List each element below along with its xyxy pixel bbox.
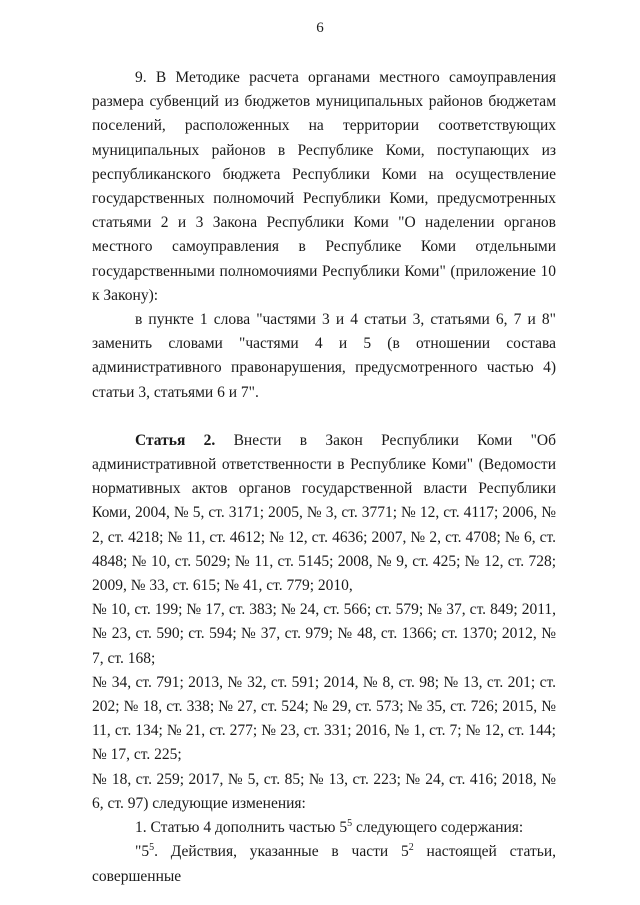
paragraph-gap [92, 405, 556, 429]
article-2-paragraph [92, 429, 556, 598]
point-1-paragraph [92, 816, 556, 840]
article-2-text: Внести в Закон Республики Коми "Об административной ответственности в Республике Коми" (Ведомости нормативных актов органов государственной власти Республики Коми, 2004, № 5, ст. 3171; 2005, № 3, ст. 3771; № 12, ст. 4117; 2006, № 2, ст. 4218; № 11, ст. 4612; № 12, ст. 4636; 2007, № 2, ст. 4708; № 6, ст. 4848; № 10, ст. 5029; № 11, ст. 5145; 2008, № 9, ст. 425; № 12, ст. 728; 2009, № 33, ст. 615; № 41, ст. 779; 2010, [92, 431, 557, 595]
item-9-subparagraph: в пункте 1 слова "частями 3 и 4 статьи 3, статьями 6, 7 и 8" заменить словами "частями 4 и 5 (в отношении состава административного правонарушения, предусмотренного частью 4) статьи 3, статьями 6 и 7". [92, 311, 556, 401]
quote-text: . Действия, указанные в части 5 [154, 843, 409, 861]
article-2-continuation-2: № 34, ст. 791; 2013, № 32, ст. 591; 2014, № 8, ст. 98; № 13, ст. 201; ст. 202; № 18, ст. 338; № 27, ст. 524; № 29, ст. 573; № 35, ст. 726; 2015, № 11, ст. 134; № 21, ст. 277; № 23, ст. 331; 2016, № 1, ст. 7; № 12, ст. 144; № 17, ст. 225; [92, 673, 556, 764]
page-number: 6 [316, 20, 324, 36]
article-2-continuation-3: № 18, ст. 259; 2017, № 5, ст. 85; № 13, ст. 223; № 24, ст. 416; 2018, № 6, ст. 97) следующие изменения: [92, 770, 556, 812]
article-2-continuation-1: № 10, ст. 199; № 17, ст. 383; № 24, ст. 566; ст. 579; № 37, ст. 849; 2011, № 23, ст. 590; ст. 594; № 37, ст. 979; № 48, ст. 1366; ст. 1370; 2012, № 7, ст. 168; [92, 601, 556, 667]
item-9-paragraph: 9. В Методике расчета органами местного самоуправления размера субвенций из бюджетов муниципальных районов бюджетам поселений, расположенных на территории соответствующих муниципальных районов в Республике Коми, поступающих из республиканского бюджета Республики Коми на осуществление государственных полномочий Республики Коми, предусмотренных статьями 2 и 3 Закона Республики Коми "О наделении органов местного самоуправления в Республике Коми отдельными государственными полномочиями Республики Коми" (приложение 10 к Закону): [92, 69, 556, 304]
document-body [92, 66, 556, 889]
quote-paragraph [92, 840, 556, 888]
article-2-label: Статья 2. [135, 431, 216, 449]
quote-superscript-1: 5 [149, 842, 155, 854]
quote-superscript-2: 2 [408, 842, 414, 854]
point-1-superscript: 5 [347, 817, 353, 829]
point-1-text-end: следующего содержания: [352, 819, 524, 837]
quote-open: "5 [135, 843, 150, 861]
quote-text-end: настоящей статьи, совершенные [92, 843, 556, 885]
point-1-text: 1. Статью 4 дополнить частью 5 [135, 819, 348, 837]
